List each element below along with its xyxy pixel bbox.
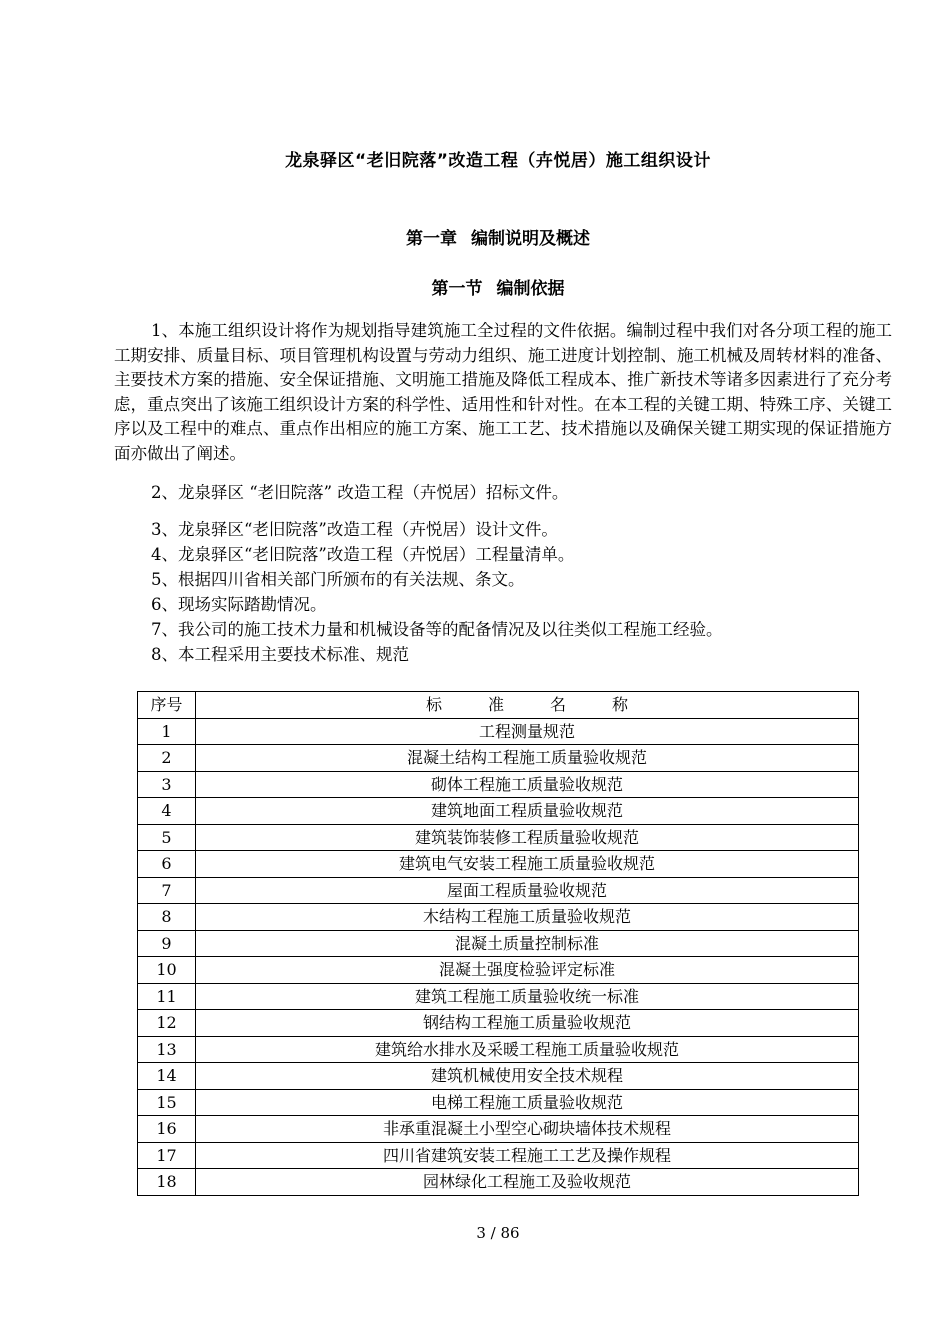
- basis-paragraph-1: 1、本施工组织设计将作为规划指导建筑施工全过程的文件依据。编制过程中我们对各分项工程的施工工期安排、质量目标、项目管理机构设置与劳动力组织、施工进度计划控制、施工机械及周转材料的准备、主要技术方案的措施、安全保证措施、文明施工措施及降低工程成本、推广新技术等诸多因素进行了充分考虑，重点突出了该施工组织设计方案的科学性、适用性和针对性。在本工程的关键工期、特殊工序、关键工序以及工程中的难点、重点作出相应的施工方案、施工工艺、技术措施以及确保关键工期实现的保证措施方面亦做出了阐述。: [114, 321, 892, 463]
- row-standard-name: 建筑装饰装修工程质量验收规范: [196, 824, 859, 851]
- row-standard-name: 建筑电气安装工程施工质量验收规范: [196, 851, 859, 878]
- table-row: [138, 851, 859, 878]
- table-row: [138, 1169, 859, 1196]
- table-row: [138, 1036, 859, 1063]
- basis-item-4: 4、龙泉驿区“老旧院落”改造工程（卉悦居）工程量清单。: [151, 545, 575, 564]
- document-title: 龙泉驿区“老旧院落”改造工程（卉悦居）施工组织设计: [285, 151, 711, 171]
- row-standard-name: 混凝土强度检验评定标准: [196, 957, 859, 984]
- basis-item-2: 2、龙泉驿区 “老旧院落” 改造工程（卉悦居）招标文件。: [151, 483, 569, 502]
- chapter-name: 编制说明及概述: [471, 229, 590, 249]
- chapter-heading: [0, 224, 950, 249]
- row-number: 10: [138, 957, 196, 984]
- table-row: [138, 877, 859, 904]
- row-number: 12: [138, 1010, 196, 1037]
- table-row: [138, 745, 859, 772]
- row-standard-name: 园林绿化工程施工及验收规范: [196, 1169, 859, 1196]
- row-number: 6: [138, 851, 196, 878]
- row-standard-name: 建筑地面工程质量验收规范: [196, 798, 859, 825]
- row-standard-name: 建筑工程施工质量验收统一标准: [196, 983, 859, 1010]
- table-row: [138, 1142, 859, 1169]
- row-number: 15: [138, 1089, 196, 1116]
- row-standard-name: 木结构工程施工质量验收规范: [196, 904, 859, 931]
- table-row: [138, 1010, 859, 1037]
- header-number: 序号: [138, 692, 196, 719]
- basis-item-3: 3、龙泉驿区“老旧院落”改造工程（卉悦居）设计文件。: [151, 520, 558, 539]
- basis-item-6: 6、现场实际踏勘情况。: [151, 595, 327, 614]
- row-standard-name: 电梯工程施工质量验收规范: [196, 1089, 859, 1116]
- header-standard-name-text: 标准名称: [425, 695, 674, 715]
- row-number: 18: [138, 1169, 196, 1196]
- row-standard-name: 混凝土质量控制标准: [196, 930, 859, 957]
- table-row: [138, 1089, 859, 1116]
- row-standard-name: 四川省建筑安装工程施工工艺及操作规程: [196, 1142, 859, 1169]
- header-standard-name: [196, 692, 859, 719]
- page-number: 3 / 86: [476, 1224, 520, 1242]
- row-number: 9: [138, 930, 196, 957]
- table-header-row: [138, 692, 859, 719]
- section-heading: [0, 274, 950, 299]
- row-standard-name: 工程测量规范: [196, 718, 859, 745]
- row-standard-name: 建筑给水排水及采暖工程施工质量验收规范: [196, 1036, 859, 1063]
- row-number: 3: [138, 771, 196, 798]
- row-number: 16: [138, 1116, 196, 1143]
- table-row: [138, 718, 859, 745]
- row-number: 4: [138, 798, 196, 825]
- row-number: 7: [138, 877, 196, 904]
- row-standard-name: 钢结构工程施工质量验收规范: [196, 1010, 859, 1037]
- row-standard-name: 非承重混凝土小型空心砌块墙体技术规程: [196, 1116, 859, 1143]
- chapter-number: 第一章: [406, 229, 457, 249]
- section-number: 第一节: [431, 279, 483, 299]
- row-number: 8: [138, 904, 196, 931]
- row-number: 2: [138, 745, 196, 772]
- row-standard-name: 建筑机械使用安全技术规程: [196, 1063, 859, 1090]
- table-row: [138, 771, 859, 798]
- row-number: 11: [138, 983, 196, 1010]
- basis-item-8: 8、本工程采用主要技术标准、规范: [151, 645, 409, 664]
- basis-item-7: 7、我公司的施工技术力量和机械设备等的配备情况及以往类似工程施工经验。: [151, 620, 723, 639]
- row-number: 17: [138, 1142, 196, 1169]
- table-row: [138, 798, 859, 825]
- table-row: [138, 904, 859, 931]
- row-standard-name: 混凝土结构工程施工质量验收规范: [196, 745, 859, 772]
- table-row: [138, 1063, 859, 1090]
- table-row: [138, 1116, 859, 1143]
- section-name: 编制依据: [496, 279, 565, 299]
- basis-item-5: 5、根据四川省相关部门所颁布的有关法规、条文。: [151, 570, 525, 589]
- row-number: 13: [138, 1036, 196, 1063]
- table-row: [138, 930, 859, 957]
- row-number: 1: [138, 718, 196, 745]
- table-row: [138, 824, 859, 851]
- standards-table: [137, 691, 859, 1196]
- row-number: 14: [138, 1063, 196, 1090]
- row-standard-name: 砌体工程施工质量验收规范: [196, 771, 859, 798]
- row-number: 5: [138, 824, 196, 851]
- table-row: [138, 983, 859, 1010]
- row-standard-name: 屋面工程质量验收规范: [196, 877, 859, 904]
- table-row: [138, 957, 859, 984]
